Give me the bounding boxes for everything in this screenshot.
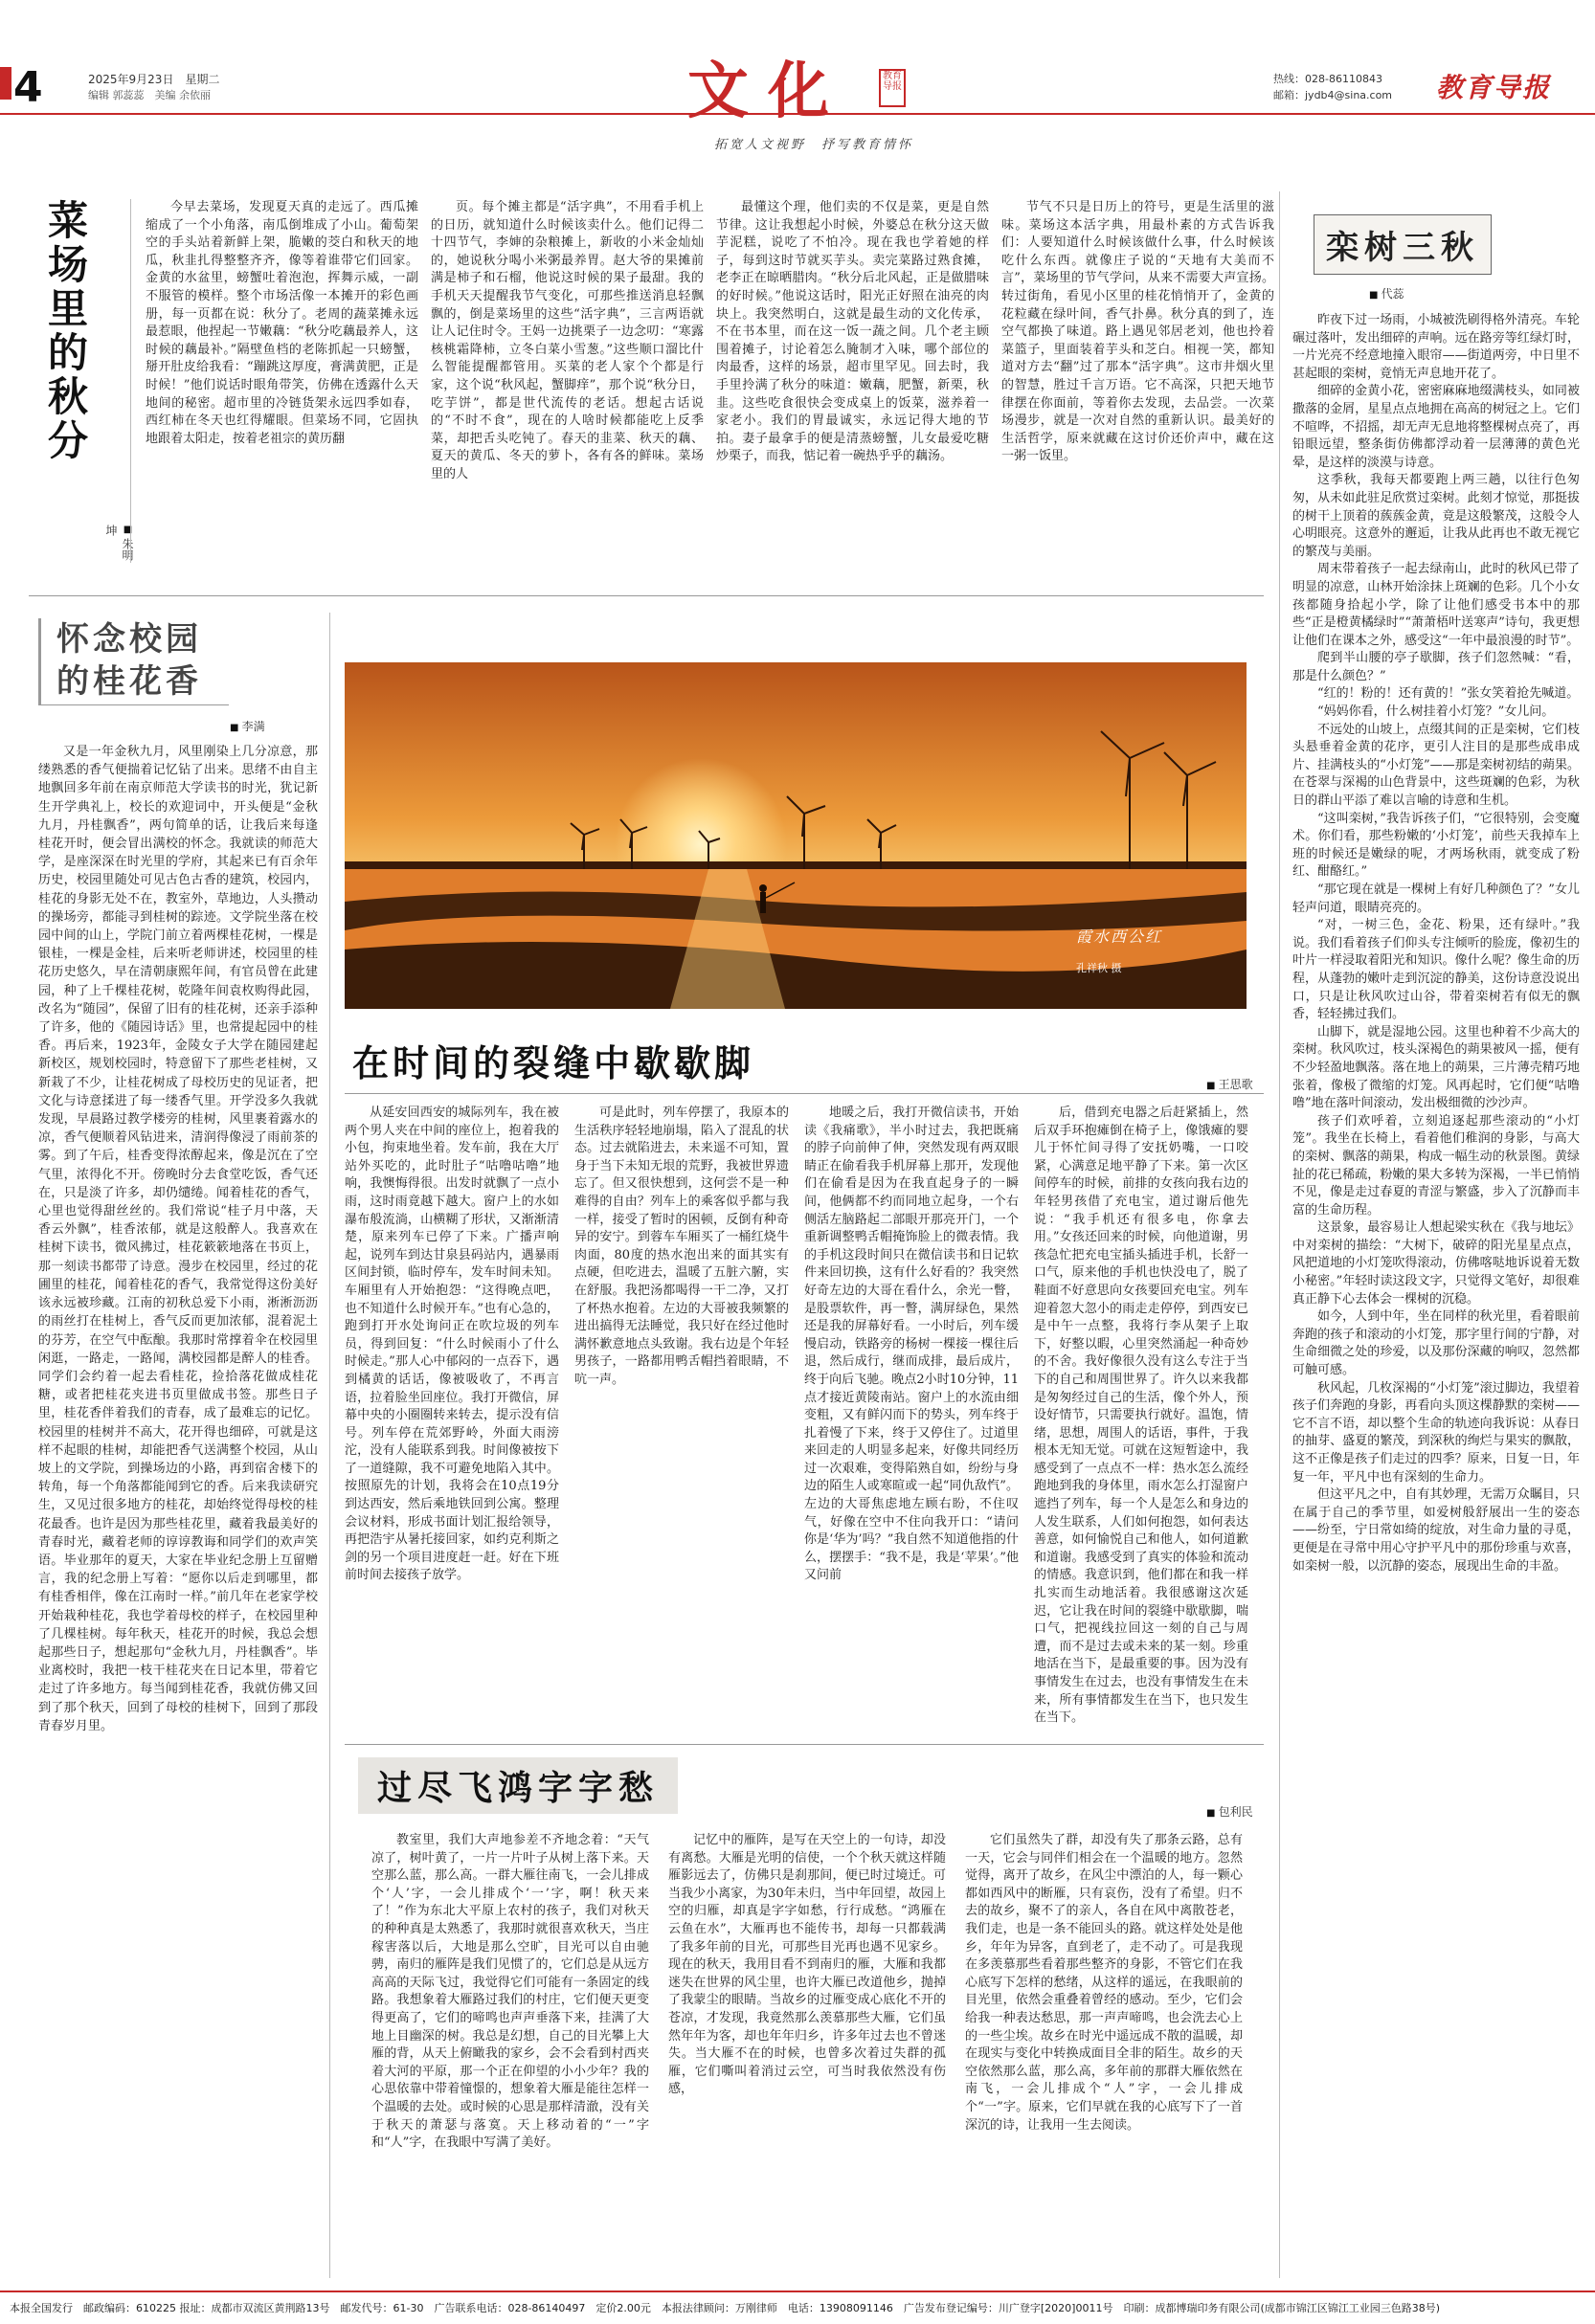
page-footer: 本报全国发行 邮政编码：610225 报址：成都市双流区黄荆路13号 邮发代号：61-30 广告联系电话：028-86140497 定价2.00元 本报法律顾问：万刚律师 电话：13908091146 广告发布登记编号：川广登字[2020]0011号 印刷：成都博瑞印务有限公司(成都市锦江区锦江工业园三色路38号) (0, 2290, 1595, 2324)
column-divider (329, 613, 330, 2278)
article-column (574, 1105, 789, 1702)
paragraph: 细碎的金黄小花，密密麻麻地缀满枝头，如同被撒落的金屑，星星点点地拥在高高的树冠之上。它们不喧哗，不招摇，却无声无息地将整棵树点亮了，再铅眼远望，整条街仿佛都浮动着一层薄薄的黄色光晕，是这样的淡漠与诗意。 (1292, 384, 1580, 470)
paragraph: 爬到半山腰的亭子歇脚，孩子们忽然喊：“看，那是什么颜色？” (1292, 651, 1580, 683)
paragraph: 这景象，最容易让人想起梁实秋在《我与地坛》中对栾树的描绘：“大树下，破碎的阳光星星点点，风把道地的小灯笼吹得滚动，仿佛喀哒地诉说着无数小秘密。”年轻时读这段文字，只觉得文笔好，却很难真正静下心去体会一棵树的沉稳。 (1292, 1220, 1580, 1307)
article-title-box (38, 618, 229, 705)
article-byline (1206, 1803, 1253, 1820)
section-slogan: 拓宽人文视野 抒写教育情怀 (713, 138, 913, 152)
article-column (345, 1105, 559, 1702)
photo-credit: 孔祥秋 摄 (1076, 962, 1122, 974)
author-name: 王思歌 (1218, 1078, 1253, 1091)
article-byline (230, 718, 265, 734)
author-name: 李满 (241, 720, 265, 733)
article-byline (1369, 285, 1404, 302)
section-flag (0, 67, 11, 100)
paragraph: “妈妈你看，什么树挂着小灯笼？”女儿问。 (1317, 704, 1555, 720)
horizontal-rule (345, 1744, 1264, 1745)
article-body: 从延安回西安的城际列车，我在被两个男人夹在中间的座位上，抱着我的小包，拘束地坐着。发车前，我在大厅站外买吃的，此时肚子“咕噜咕噜”地响，我懊悔得很。出发时就飘了一点小雨，这时雨竟越下越大。窗户上的水如瀑布般流淌，山横糊了形状，又渐渐清楚，原来列车已停了下来。广播声响起，说列车到达甘泉县码站内，遇暴雨区间封锁，临时停车，发车时间未知。车厢里有人开始抱怨：“这得晚点吧，也不知道什么时候开车。”也有心急的，跑到打开水处询问正在吹垃圾的列车员，得到回复：“什么时候雨小了什么时候走。”那人心中郁闷的一点吞下，遇到橘黄的话话，像被吸收了，不再言语，拉着脸坐回座位。我打开微信，屏幕中央的小圈圈转来转去，提示没有信号。列车停在荒郊野岭，外面大雨滂沱，没有人能联系到我。时间像被按下了一道缝隙，我不可避免地陷入其中。按照原先的计划，我将会在10点19分到达西安，然后乘地铁回到公寓。整理会议材料，形成书面计划汇报给领导，再把浩宇从暑托接回家，如约克利斯之剑的另一个项目进度赶一赶。好在下班前时间去接孩子放学。 (345, 1106, 559, 1583)
paragraph: 秋风起，几枚深褐的“小灯笼”滚过脚边，我望着孩子们奔跑的身影，再看向头顶这棵静默的栾树——它不言不语，却以整个生命的轨迹向我诉说：从春日的抽芽、盛夏的繁茂，到深秋的绚烂与果实的飘散，这不正像是孩子们走过的四季？原来，日复一日，年复一年，平凡中也有深刻的生命力。 (1292, 1380, 1580, 1485)
paragraph: “对，一树三色，金花、粉果，还有绿叶。”我说。我们看着孩子们仰头专注倾听的脸庞，像初生的叶片一样浸取着阳光和知识。像什么呢？像生命的历程，从蓬勃的嫩叶走到沉淀的静美，这份诗意没说出口，只是让秋风吹过山谷，带着栾树若有似无的飘香，轻轻拂过我们。 (1292, 918, 1580, 1022)
issue-date: 2025年9月23日 星期二 (88, 73, 220, 86)
article-title: 菜场里的秋分 (42, 199, 89, 463)
paragraph: 周末带着孩子一起去绿南山，此时的秋风已带了明显的凉意，山林开始涂抹上斑斓的色彩。几个小女孩都随身拾起小学，除了让他们感受书本中的那些“正是橙黄橘绿时”“萧萧梧叶送寒声”诗句，我更想让他们在课本之外，感受这“一年中最浪漫的时节”。 (1292, 562, 1580, 648)
article-column (804, 1105, 1019, 1702)
photo-title: 霞水西公红 (1076, 927, 1163, 946)
article-title: 在时间的裂缝中歇歇脚 (352, 1041, 755, 1084)
email-text: 邮箱：jydb4@sina.com (1273, 89, 1393, 101)
article-body: 可是此时，列车停摆了，我原本的生活秩序轻轻地崩塌，陷入了混乱的状态。过去就陷进去，未来遥不可知，置身于当下未知无垠的荒野，我被世界遗忘了。但又很快想到，这何尝不是一种难得的自由？列车上的乘客似乎都与我一样，接受了暂时的困顿，反倒有种奇异的安宁。到蓉车车厢买了一桶红烧牛肉面，80度的热水泡出来的面其实有点硬，但吃进去，温暖了五脏六腑，实在舒服。我把汤都喝得一干二净，又打了杯热水抱着。左边的大哥被我频繁的进出搞得无法睡觉，我只好在经过他时满怀歉意地点头致谢。我右边是个年轻男孩子，一路都用鸭舌帽挡着眼睛，不吭一声。 (574, 1106, 789, 1387)
article-body: 又是一年金秋九月，风里刚染上几分凉意，那缕熟悉的香气便揣着记忆钻了出来。思绪不由自主地飘回多年前在南京师范大学读书的时光，犹记新生开学典礼上，校长的欢迎词中，开头便是“金秋九月，丹桂飘香”，两句简单的话，让我后来每逢桂花开时，便会冒出满校的怀念。我就读的师范大学，是座深深在时光里的学府，其起来已有百余年历史，校园里随处可见古色古香的建筑，校园内，桂花的身影无处不在，教室外，草地边，人头攒动的操场旁，都能寻到桂树的踪迹。文学院坐落在校园中间的山上，学院门前立着两棵桂花树，一棵是银桂，一棵是金桂，后来听老师讲述，校园里的桂花历史悠久，早在清朝康熙年间，有官员曾在此建园，种了上千棵桂花树，乾隆年间袁枚购得此园，改名为“随园”，保留了旧有的桂花树，还亲手添种了许多，他的《随园诗话》里，也常提起园中的桂香。再后来，1923年，金陵女子大学在随园建起新校区，规划校园时，特意留下了那些老桂树，又新栽了不少，让桂花树成了母校历史的见证者，把文化与诗意揉进了每一缕香气里。开学没多久我就发现，早晨路过教学楼旁的桂树，风里裹着露水的凉，香气便顺着风钻进来，清润得像浸了雨前茶的雾。到了午后，桂香变得浓醇起来，像是沉在了空气里，浓得化不开。傍晚时分去食堂吃饭，香气还在，只是淡了许多，却仍缱绻。闻着桂花的香气，心里也觉得甜丝丝的。我们常说“桂子月中落，天香云外飘”，桂香浓郁，就是这般醉人。我喜欢在桂树下读书，微风拂过，桂花簌簌地落在书页上，那一刻读书都带了诗意。漫步在校园里，经过的花圃里的桂花，闻着桂花的香气，我常觉得这份美好该永远被珍藏。江南的初秋总爱下小雨，淅淅沥沥的雨丝打在桂树上，香气反而更加浓郁，混着泥土的芬芳，在空气中酝酿。我那时常撑着伞在校园里闲逛，一路走，一路闻，满校园都是醉人的桂香。同学们会约着一起去看桂花，捡拾落花做成桂花糖，或者把桂花夹进书页里做成书签。那些日子里，桂花香伴着我们的青春，成了最难忘的记忆。校园里的桂树并不高大，花开得也细碎，可就是这样不起眼的桂树，却能把香气送满整个校园，从山坡上的文学院，到操场边的小路，再到宿舍楼下的转角，每一个角落都能闻到它的香。后来我读研究生，又见过很多地方的桂花，却始终觉得母校的桂花最香。也许是因为那些桂花里，藏着我最美好的青春时光，藏着老师的谆谆教诲和同学们的欢声笑语。毕业那年的夏天，大家在毕业纪念册上互留赠言，我的纪念册上写着：“愿你以后走到哪里，都有桂香相伴，像在江南时一样。”前几年在老家学校开始栽种桂花，我也学着母校的样子，在校园里种了几棵桂树。每年秋天，桂花开的时候，我总会想起那些日子，想起那句“金秋九月，丹桂飘香”。毕业离校时，我把一枝干桂花夹在日记本里，带着它走过了许多地方。每当闻到桂花香，我就仿佛又回到了那个秋天，回到了母校的桂树下，回到了那段青春岁月里。 (38, 745, 318, 1733)
article-cai-chang (29, 199, 1274, 570)
column-divider (130, 199, 131, 563)
article-body: 地暖之后，我打开微信读书，开始读《我痛歌》，半小时过去，我把既痛的脖子向前伸了伸，突然发现有两双眼睛正在偷看我手机屏幕上那开，发现他们在偷看是因为在我直起身子的一瞬间，他俩都不约而同地立起身，一个右侧活左脑路起二部眼开那亮开门，一个重新调整鸭舌帽掩饰脸上的微表情。我的手机这段时间只在微信读书和日记软件来回切换，这有什么好看的？我突然好奇左边的大哥在看什么，余光一瞥，是股票软件，再一瞥，满屏绿色，果然还是我的屏幕好看。一小时后，列车缓慢启动，铁路旁的杨树一棵接一棵往后退，然后成行，继而成排，最后成片，终于向后飞驰。晚点2小时10分钟，11点才接近黄陵南站。窗户上的水流由细变粗，又有鲜闪而下的势头，列车终于扎着慢了下来，终于又停住了。过道里来回走的人明显多起来，好像共同经历过一次艰难，变得陷熟自如，纷纷与身边的陌生人或寒暄或一起“同仇敌忾”。左边的大哥焦虑地左顾右盼，不住叹气，好像在空中不住向我开口：“请问你是‘华为’吗？”我自然不知道他指的什么，摆摆手：“我不是，我是‘苹果’。”他又问前 (804, 1106, 1019, 1583)
section-title: 文化 (687, 56, 848, 127)
article-column (716, 199, 989, 567)
paper-logo: 教育导报 (1436, 72, 1552, 103)
article-shi-jian (345, 1034, 1264, 1742)
paragraph: “这叫栾树，”我告诉孩子们，“它很特别，会变魔术。你们看，那些粉嫩的‘小灯笼’，前些天我掉车上班的时候还是嫩绿的呢，才两场秋雨，就变成了粉红、酣酪红。” (1292, 811, 1580, 880)
article-column (1034, 1105, 1248, 1726)
paragraph: 如今，人到中年，坐在同样的秋光里，看着眼前奔跑的孩子和滚动的小灯笼，那字里行间的宁静，对生命细微之处的珍爱，以及那份深藏的响叹，忽然都可触可感。 (1292, 1309, 1580, 1378)
article-title: 怀念校园的桂花香 (56, 620, 202, 701)
article-luan-shu (1292, 211, 1580, 2268)
article-body: 最懂这个理，他们卖的不仅是菜，更是自然节律。这让我想起小时候，外婆总在秋分这天做芋泥糕，说吃了不怕冷。现在我也学着她的样子，每到这时节就买芋头。卖完菜路过熟食摊，老李正在晾晒腊肉。“秋分后北风起，正是做腊味的好时候。”他说这话时，阳光正好照在油亮的肉块上。我突然明白，这就是最生动的文化传承，不在书本里，而在这一饭一蔬之间。几个老主顾围着摊子，讨论着怎么腌制才入味，哪个部位的肉最香，这样的场景，超市里罕见。回去时，我手里拎满了秋分的味道：嫩藕，肥蟹，新栗，秋韭。这些吃食很快会变成桌上的饭菜，滋养着一家老小。我们的胃最诚实，永远记得大地的节拍。妻子最拿手的便是清蒸螃蟹，儿女最爱吃糖炒栗子，而我，惦记着一碗热乎乎的藕汤。 (716, 200, 989, 464)
article-body: 记忆中的雁阵，是写在天空上的一句诗，却没有离愁。大雁是光明的信使，一个个秋天就这样随雁影远去了，仿佛只是刹那间，便已时过境迁。可当我少小离家，为30年未归，当中年回望，故园上空的归雁，却真是字字如愁，行行成愁。“鸿雁在云鱼在水”，大雁再也不能传书，却每一只都载满了我多年前的目光，可那些目光再也遇不见家乡。现在的秋天，我用目看不到南归的雁，大雁和我都迷失在世界的风尘里，也许大雁已改道他乡，抛掉了我蒙尘的眼睛。当故乡的过雁变成心底化不开的苍凉，才发现，我竟然那么羡慕那些大雁，它们虽然年年为客，却也年年归乡，许多年过去也不曾迷失。当大雁不在的时候，也曾多次着过失群的孤雁，它们嘶叫着消过云空，可当时我依然没有伤感， (668, 1833, 946, 2097)
header-rule (0, 113, 1595, 115)
page-number: 4 (13, 63, 43, 112)
paragraph: 不远处的山坡上，点缀其间的正是栾树，它们枝头悬垂着金黄的花序，更引人注目的是那些成串成片、挂满枝头的“小灯笼”——那是栾树初结的蒴果。在苍翠与深褐的山色背景中，这些斑斓的色彩，为秋日的群山平添了难以言喻的诗意和生机。 (1292, 722, 1580, 809)
article-column (371, 1832, 649, 2272)
paragraph: 孩子们欢呼着，立刻追逐起那些滚动的“小灯笼”。我坐在长椅上，看着他们稚润的身影，与高大的栾树、飘落的蒴果，构成一幅生动的秋景图。黄绿扯的花已稀疏，粉嫩的果大多转为深褐，一半已悄悄不见，像是走过春夏的青涩与繁盛，步入了沉静而丰富的生命历程。 (1292, 1113, 1580, 1218)
author-name: 包利民 (1218, 1805, 1253, 1819)
article-body: 节气不只是日历上的符号，更是生活里的滋味。菜场这本活字典，用最朴素的方式告诉我们：人要知道什么时候该做什么事，什么时候该吃什么东西。就像庄子说的“天地有大美而不言”，菜场里的节气学问，从来不需要大声宣扬。转过街角，看见小区里的桂花悄悄开了，金黄的花粒藏在绿叶间，香气扑鼻。秋分真的到了，连空气都换了味道。路上遇见邻居老刘，他也拎着菜篮子，里面装着芋头和芝白。相视一笑，都知道对方去“翻”过了那本“活字典”。这市井烟火里的智慧，胜过千言万语。它不高深，只把天地节律摆在你面前，等着你去发现，去品尝。一次菜场漫步，就是一次对自然的重新认识。最美好的生活哲学，原来就藏在这讨价还价声中，藏在这一粥一饭里。 (1001, 200, 1274, 464)
article-column (1001, 199, 1274, 567)
article-column (146, 199, 418, 567)
article-body-wrap (1292, 312, 1580, 2265)
paragraph: 昨夜下过一场雨，小城被洗刷得格外清亮。车轮碾过落叶，发出细碎的声响。远在路旁等红绿灯时，一片光亮不经意地撞入眼帘——街道两旁，中日里不甚起眼的栾树，竟悄无声息地开花了。 (1292, 313, 1580, 381)
article-fei-hong (345, 1757, 1264, 2279)
paragraph: 这季秋，我每天都要跑上两三趟，以往行色匆匆，从未如此驻足欣赏过栾树。此刻才惊觉，那挺拔的树干上顶着的蔟蔟金黄，竟是这般繁茂，这般令人心明眼亮。这意外的邂逅，让我从此再也不敢无视它的繁茂与美丽。 (1292, 473, 1580, 559)
article-body: 后，借到充电器之后赶紧插上，然后双手环抱瘫倒在椅子上，像饿瘫的婴儿于怀忙间寻得了安抚奶嘴，一口咬紧，心满意足地平静了下来。第一次区间停车的时候，前排的女孩向我右边的年轻男孩借了充电宝，道过谢后他先说：“我手机还有很多电，你拿去用。”女孩还回来的时候，向他道谢，男孩急忙把充电宝插头插进手机，长舒一口气，原来他的手机也快没电了，脱了鞋面不好意思向女孩要回充电宝。列车迎着忽大忽小的雨走走停停，到西安已是中午一点整，我将行李从架子上取下，好整以暇，心里突然涌起一种奇妙的不舍。我好像很久没有这么专注于当下的自己和周围世界了。许久以来我都是匆匆经过自己的生活，像个外人，预设好情节，只需要执行就好。温饱，情绪，思想，周围人的话语，事件，于我根本无知无觉。可就在这短暂途中，我感受到了一点点不一样：热水怎么流经跑地到我的身体里，雨水怎么打湿窗户遮挡了列车，每一个人是怎么和身边的人发生联系，人们如何抱怨，如何表达善意，如何愉悦自己和他人，如何道歉和道谢。我感受到了真实的体验和流动的情感。我意识到，他们都在和我一样扎实而生动地活着。我很感谢这次延迟，它让我在时间的裂缝中歇歇脚，喘口气，把视线拉回这一刻的自己与周遭，而不是过去或未来的某一刻。珍重地活在当下，是最重要的事。因为没有事情发生在过去，也没有事情发生在未来，所有事情都发生在当下，也只发生在当下。 (1034, 1106, 1248, 1726)
paragraph: “红的！粉的！还有黄的！”张女笑着抢先喊道。 (1317, 686, 1580, 702)
article-gui-hua (38, 618, 318, 2284)
article-body: 它们虽然失了群，却没有失了那条云路，总有一天，它会与同伴们相会在一个温暖的地方。忽然觉得，离开了故乡，在风尘中漂泊的人，每一颗心都如西风中的断雁，只有哀伤，没有了希望。归不去的故乡，聚不了的亲人，各自在风中离散苍老，我们走，也是一条不能回头的路。就这样处处是他乡，年年为异客，直到老了，走不动了。可是我现在多羡慕那些看着那些整齐的身影，不管它们在我心底写下怎样的愁绪，从这样的遥远，在我眼前的目光里，依然会重叠着曾经的感动。至少，它们会给我一种表达愁思，那一声声啼鸣，也会洗去心上的一些尘埃。故乡在时光中遥远成不散的温暖，却在现实与变化中转换成面目全非的陌生。故乡的天空依然那么蓝，那么高，多年前的那群大雁依然在南飞，一会儿排成个“人”字，一会儿排成个“一”字。原来，它们早就在我的心底写下了一首深沉的诗，让我用一生去阅读。 (965, 1833, 1243, 2133)
article-title: 栾树三秋 (1314, 214, 1492, 275)
hotline-text: 热线：028-86110843 (1273, 73, 1382, 85)
seal-stamp: 教育 导报 (879, 69, 906, 107)
paragraph: 山脚下，就是湿地公园。这里也种着不少高大的栾树。秋风吹过，枝头深褐色的蒴果被风一摇，便有不少轻盈地飘落。落在地上的蒴果，三片薄壳精巧地张着，像极了微缩的灯笼。风再起时，它们便“咕噜噜”地在落叶间滚动，发出极细微的沙沙声。 (1292, 1024, 1580, 1111)
photo-caption (1076, 925, 1162, 975)
article-column (668, 1832, 946, 2272)
article-column (431, 199, 704, 567)
article-column (965, 1832, 1243, 2272)
article-byline (1206, 1076, 1253, 1092)
editors-line: 编辑 郭蕊蕊 美编 余依丽 (88, 89, 211, 101)
article-title: 过尽飞鸿字字愁 (358, 1757, 678, 1814)
article-body-wrap (38, 743, 318, 2274)
paragraph: 但这平凡之中，自有其妙理，无需万众瞩目，只在属于自己的季节里，如爱树般舒展出一生的姿态——纷至，宁日常如绮的绽放，对生命力量的寻觅，更便是在寻常中用心守护平凡中的那份珍重与欢喜，如栾树一般，以沉静的姿态，展现出生命的丰盈。 (1292, 1487, 1580, 1574)
horizontal-rule (29, 595, 1264, 596)
contact-info (1273, 71, 1392, 103)
article-body: 今早去菜场，发现夏天真的走远了。西瓜摊缩成了一个小角落，南瓜倒堆成了小山。葡萄架空的手头站着新鲜上架，脆嫩的茭白和秋天的地瓜，秋韭扎得整整齐齐，像等着谁带它们回家。金黄的水盆里，螃蟹吐着泡泡，挥舞示威，一副不服管的模样。整个市场活像一本摊开的彩色画册，每一页都在说：秋分了。老周的蔬菜摊永远最惹眼，他捏起一节嫩藕：“秋分吃藕最养人，这时候的藕最补。”隔壁鱼档的老陈抓起一只螃蟹，掰开肚皮给我看：“蹦跳这厚度，膏满黄肥，正是时候！”他们说话时眼角带笑，仿佛在透露什么天地间的秘密。超市里的冷链货架永远四季如春，西红柿在冬天也红得耀眼。但菜场不同，它固执地跟着太阳走，按着老祖宗的黄历翻 (146, 200, 418, 446)
article-body: 页。每个摊主都是“活字典”，不用看手机上的日历，就知道什么时候该卖什么。他们记得二十四节气，李婶的杂粮摊上，新收的小米金灿灿的，她说秋分喝小米粥最养胃。赵大爷的果摊前满是柿子和石榴，他说这时候的果子最甜。我的手机天天提醒我节气变化，可那些推送消息轻飘飘的，倒是菜场里的这些“活字典”，三言两语就让人记住时令。王妈一边挑栗子一边念叨：“寒露核桃霜降柿，立冬白菜小雪葱。”这些顺口溜比什么智能提醒都管用。买菜的老人家个个都是行家，这个说“秋风起，蟹脚痒”，那个说“秋分日，吃芋饼”，都是世代流传的老话。想起古话说的“不时不食”，现在的人啥时候都能吃上反季菜，却把舌头吃钝了。春天的韭菜、秋天的藕、夏天的黄瓜、冬天的萝卜，各有各的鲜味。菜场里的人 (431, 200, 704, 481)
author-name: 代蕊 (1381, 287, 1404, 301)
paragraph: “那它现在就是一棵树上有好几种颜色了？”女儿轻声问道，眼睛亮亮的。 (1292, 883, 1580, 915)
author-name: 朱明坤 (104, 525, 134, 562)
column-divider (1279, 191, 1280, 2278)
title-rule (345, 1093, 1264, 1094)
article-body: 教室里，我们大声地参差不齐地念着：“天气凉了，树叶黄了，一片一片叶子从树上落下来。天空那么蓝，那么高。一群大雁往南飞，一会儿排成个‘人’字，一会儿排成个‘一’字，啊！秋天来了！”作为东北大平原上农村的孩子，我们对秋天的种种真是太熟悉了，我那时就很喜欢秋天，当庄稼害落以后，大地是那么空旷，目光可以自由驰骋，南归的雁阵是我们见惯了的，它们总是从远方高高的天际飞过，我觉得它们可能有一条固定的线路。我想象着大雁路过我们的村庄，它们便天更变得更高了，它们的啼鸣也声声垂落下来，挂满了大地上目幽深的树。我总是幻想，自己的目光攀上大雁的背，从天上俯瞰我的家乡，会不会看到村西夹着大河的平原，那一个正在仰望的小小少年？我的心思依靠中带着憧憬的，想象着大雁是能往怎样一个温暖的去处。或时候的心思是那样清澈，没有关于秋天的萧瑟与落寞。天上移动着的“一”字和“人”字，在我眼中写满了美好。 (371, 1833, 649, 2151)
